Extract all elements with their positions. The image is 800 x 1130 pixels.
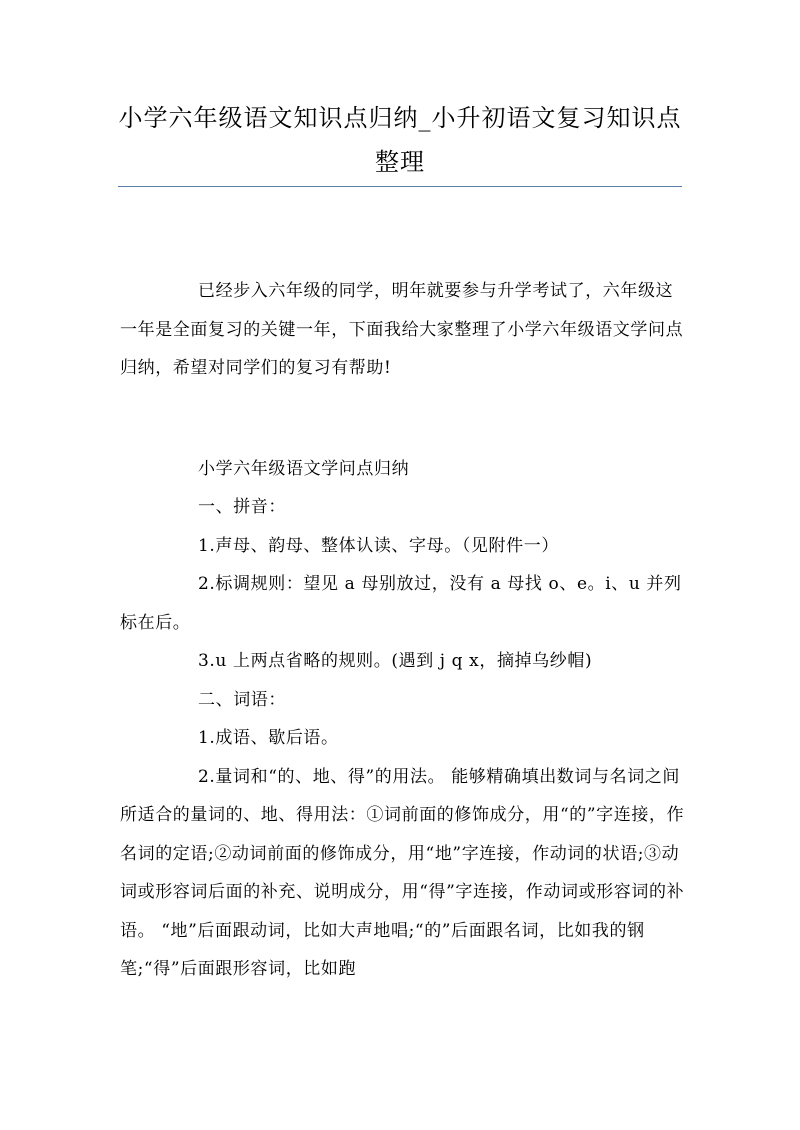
paragraph: 1.声母、韵母、整体认读、字母。（见附件一） — [198, 535, 559, 556]
paragraph: 二、词语： — [198, 689, 286, 710]
paragraph: 一、拼音： — [198, 497, 286, 517]
paragraph-spacer — [120, 388, 686, 450]
paragraph: 3.u 上两点省略的规则。(遇到 j q x，摘掉乌纱帽) — [198, 651, 593, 671]
intro-paragraph: 已经步入六年级的同学，明年就要参与升学考试了，六年级这一年是全面复习的关键一年，下面我给大家整理了小学六年级语文学问点归纳，希望对同学们的复习有帮助! — [120, 281, 684, 378]
section-heading: 小学六年级语文学问点归纳 — [198, 458, 410, 479]
paragraph: 2.量词和“的、地、得”的用法。 能够精确填出数词与名词之间所适合的量词的、地、得用法：①词前面的修饰成分，用“的”字连接，作名词的定语;②动词前面的修饰成分，用“地”字连接，作动词的状语;③动词或形容词后面的补充、说明成分，用“得”字连接，作动词或形容词的补语。 “地”后面跟动词，比如大声地唱;“的”后面跟名词，比如我的钢笔;“得”后面跟形容词，比如跑 — [120, 766, 685, 979]
title-divider — [118, 186, 682, 187]
document-title: 小学六年级语文知识点归纳_小升初语文复习知识点整理 — [118, 104, 682, 176]
document-body — [120, 272, 686, 989]
paragraph: 2.标调规则：望见 a 母别放过，没有 a 母找 o、e。i、u 并列标在后。 — [120, 574, 682, 633]
paragraph: 1.成语、歇后语。 — [198, 728, 339, 748]
